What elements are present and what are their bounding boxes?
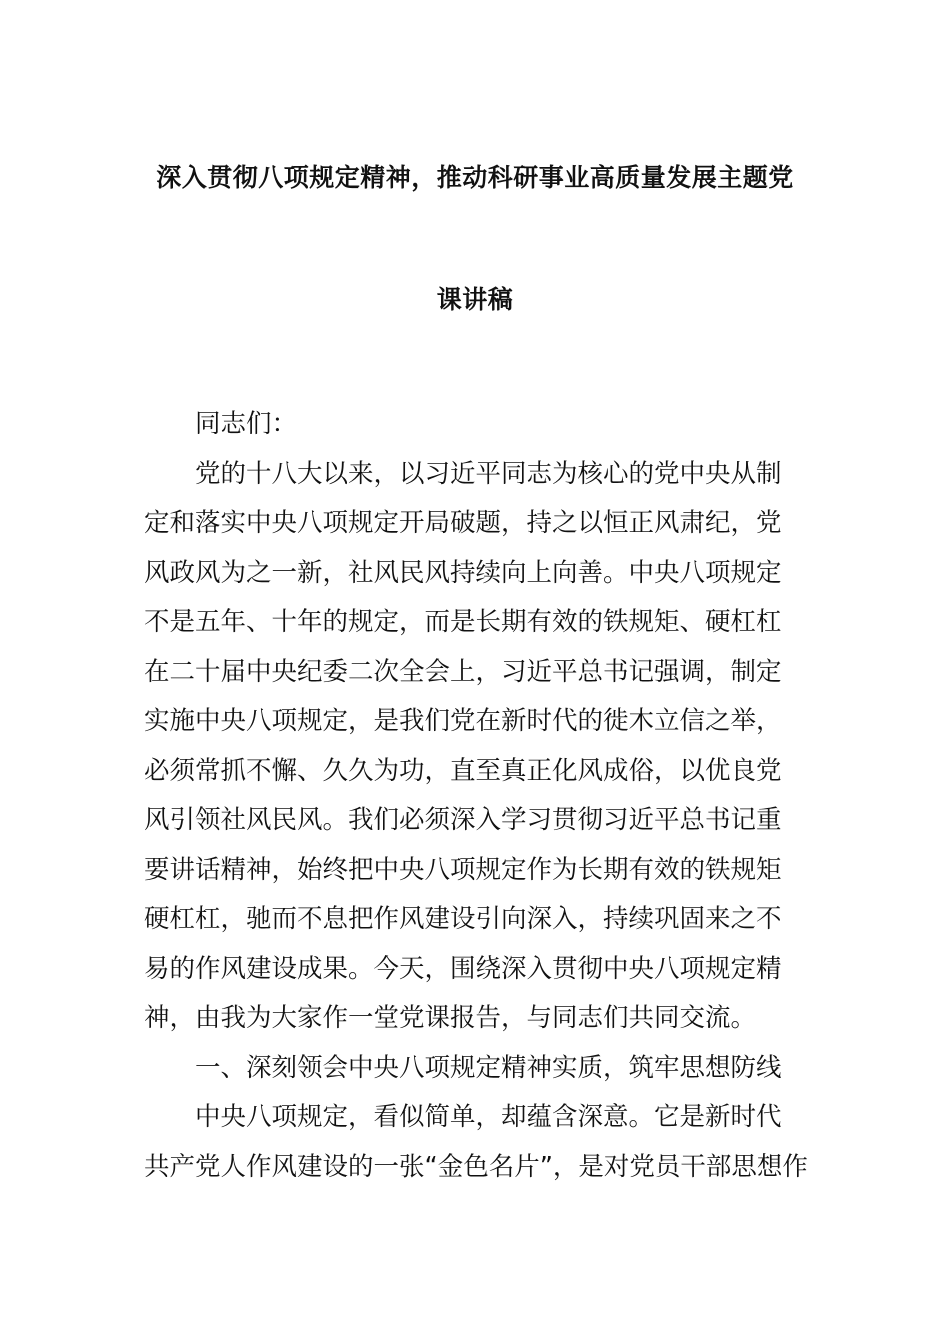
paragraph-line: 定和落实中央八项规定开局破题，持之以恒正风肃纪，党 xyxy=(144,508,782,538)
paragraph-line: 神，由我为大家作一堂党课报告，与同志们共同交流。 xyxy=(144,1003,757,1033)
paragraph-line: 易的作风建设成果。今天，围绕深入贯彻中央八项规定精 xyxy=(144,953,782,984)
paragraph-line: 党的十八大以来，以习近平同志为核心的党中央从制 xyxy=(195,458,782,489)
paragraph-line: 风引领社风民风。我们必须深入学习贯彻习近平总书记重 xyxy=(144,805,782,835)
section-heading: 一、深刻领会中央八项规定精神实质，筑牢思想防线 xyxy=(195,1052,782,1083)
document-title-line-2: 课讲稿 xyxy=(436,285,514,314)
document-body xyxy=(144,400,808,1192)
paragraph-line: 必须常抓不懈、久久为功，直至真正化风成俗，以优良党 xyxy=(144,755,782,786)
salutation: 同志们： xyxy=(195,409,298,439)
paragraph-line: 风政风为之一新，社风民风持续向上向善。中央八项规定 xyxy=(144,557,782,588)
paragraph-line: 在二十届中央纪委二次全会上，习近平总书记强调，制定 xyxy=(144,656,782,687)
paragraph-line: 共产党人作风建设的一张“金色名片”，是对党员干部思想作 xyxy=(144,1151,808,1182)
paragraph-line: 实施中央八项规定，是我们党在新时代的徙木立信之举， xyxy=(144,706,782,736)
document-title-line-1: 深入贯彻八项规定精神，推动科研事业高质量发展主题党 xyxy=(156,163,794,192)
paragraph-line: 硬杠杠，驰而不息把作风建设引向深入，持续巩固来之不 xyxy=(144,904,782,934)
paragraph-line: 中央八项规定，看似简单，却蕴含深意。它是新时代 xyxy=(195,1102,782,1132)
paragraph-line: 要讲话精神，始终把中央八项规定作为长期有效的铁规矩 xyxy=(144,854,782,885)
paragraph-line: 不是五年、十年的规定，而是长期有效的铁规矩、硬杠杠 xyxy=(144,607,782,637)
